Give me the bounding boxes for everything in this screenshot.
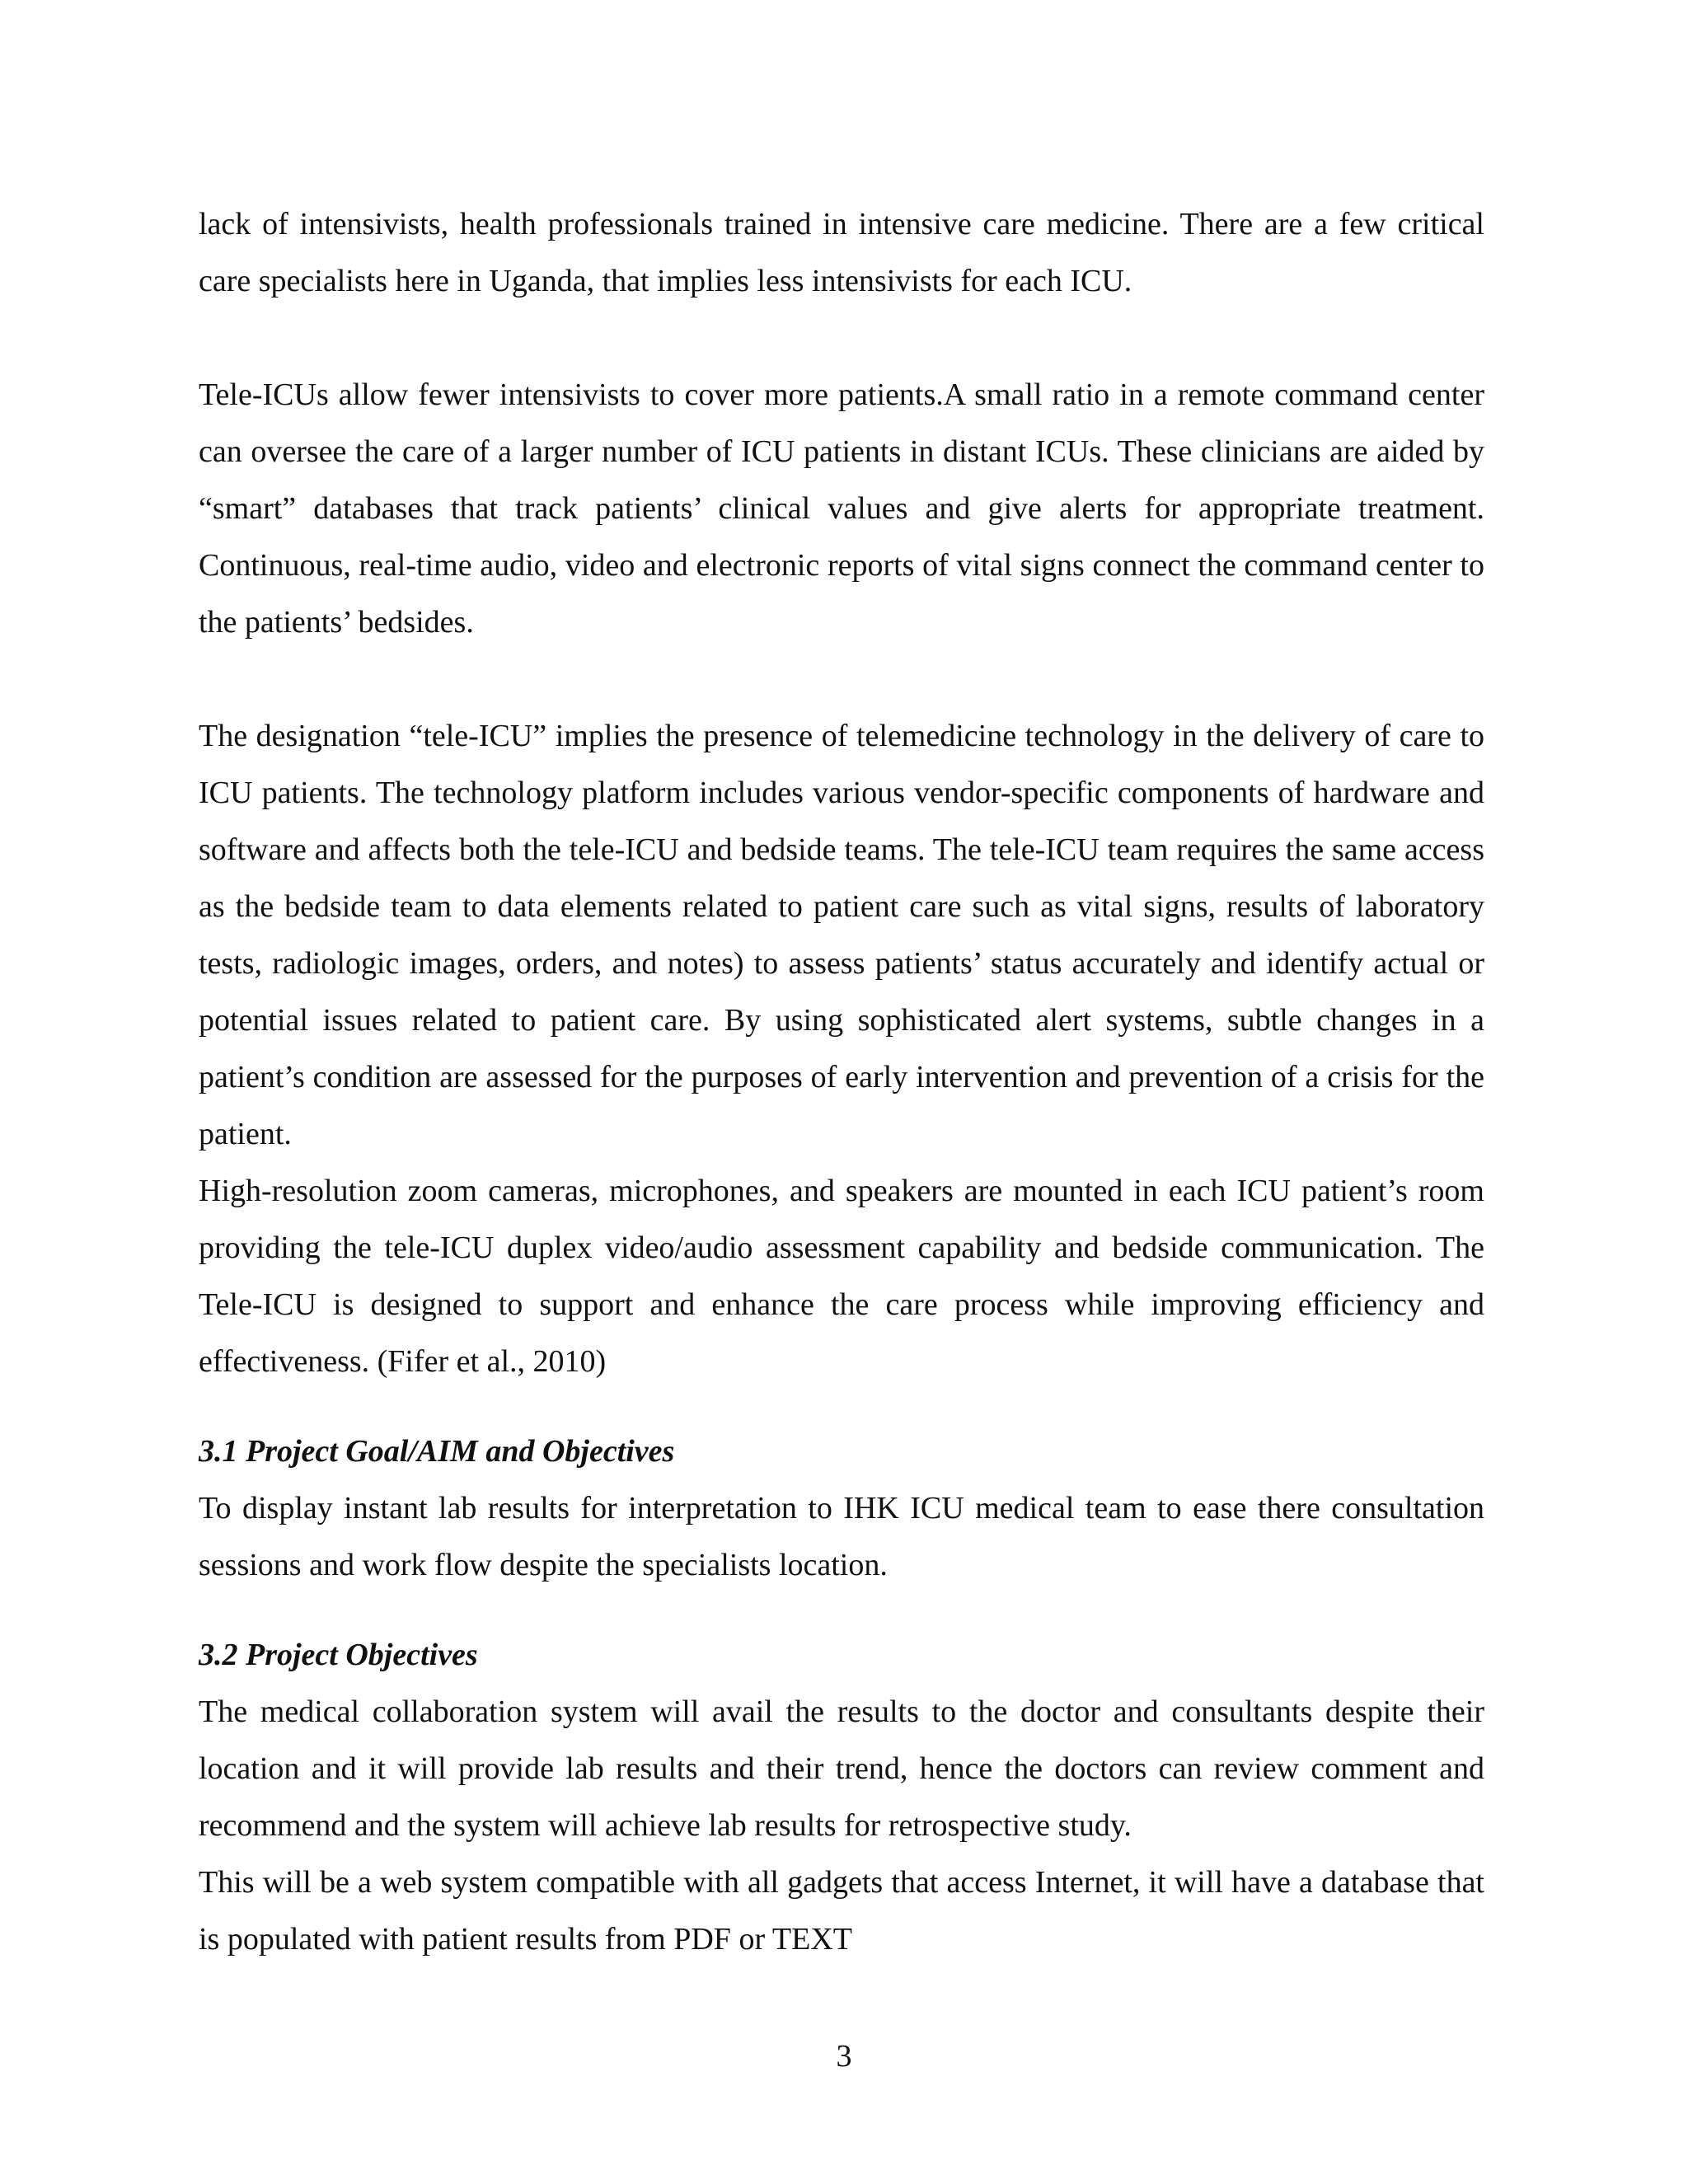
- paragraph-tele-icu-designation: The designation “tele-ICU” implies the presence of telemedicine technology in the delivery of care to ICU patients. The technology platform includes various vendor-specific components of hardware and software and affects both the tele-ICU and bedside teams. The tele-ICU team requires the same access as the bedside team to data elements related to patient care such as vital signs, results of laboratory tests, radiologic images, orders, and notes) to assess patients’ status accurately and identify actual or potential issues related to patient care. By using sophisticated alert systems, subtle changes in a patient’s condition are assessed for the purposes of early intervention and prevention of a crisis for the patient.: [199, 719, 1484, 1151]
- heading-project-objectives: 3.2 Project Objectives: [199, 1638, 478, 1672]
- paragraph-collaboration-system: The medical collaboration system will avail the results to the doctor and consultants despite their location and it will provide lab results and their trend, hence the doctors can review comment and recommend and the system will achieve lab results for retrospective study.: [199, 1694, 1484, 1843]
- section-spacer: [199, 1390, 1484, 1423]
- page-number: 3: [836, 2039, 852, 2074]
- heading-project-goal: 3.1 Project Goal/AIM and Objectives: [199, 1434, 675, 1469]
- paragraph-tele-icu-coverage: Tele-ICUs allow fewer intensivists to cover more patients.A small ratio in a remote command center can oversee the care of a larger number of ICU patients in distant ICUs. These clinicians are aided by “smart” databases that track patients’ clinical values and give alerts for appropriate treatment. Continuous, real-time audio, video and electronic reports of vital signs connect the command center to the patients’ bedsides.: [199, 377, 1484, 640]
- paragraph-cameras-microphones: High-resolution zoom cameras, microphones, and speakers are mounted in each ICU patient’s room providing the tele-ICU duplex video/audio assessment capability and bedside communication. The Tele-ICU is designed to support and enhance the care process while improving efficiency and effectiveness. (Fifer et al., 2010): [199, 1174, 1484, 1379]
- paragraph-spacer: [199, 310, 1484, 367]
- body-text: [199, 196, 1484, 1968]
- paragraph-icu-shortage: lack of intensivists, health professionals trained in intensive care medicine. There are a few critical care specialists here in Uganda, that implies less intensivists for each ICU.: [199, 207, 1484, 298]
- paragraph-spacer: [199, 651, 1484, 708]
- paragraph-project-goal: To display instant lab results for interpretation to IHK ICU medical team to ease there consultation sessions and work flow despite the specialists location.: [199, 1491, 1484, 1582]
- section-spacer: [199, 1594, 1484, 1627]
- paragraph-web-system: This will be a web system compatible with all gadgets that access Internet, it will have a database that is populated with patient results from PDF or TEXT: [199, 1865, 1484, 1957]
